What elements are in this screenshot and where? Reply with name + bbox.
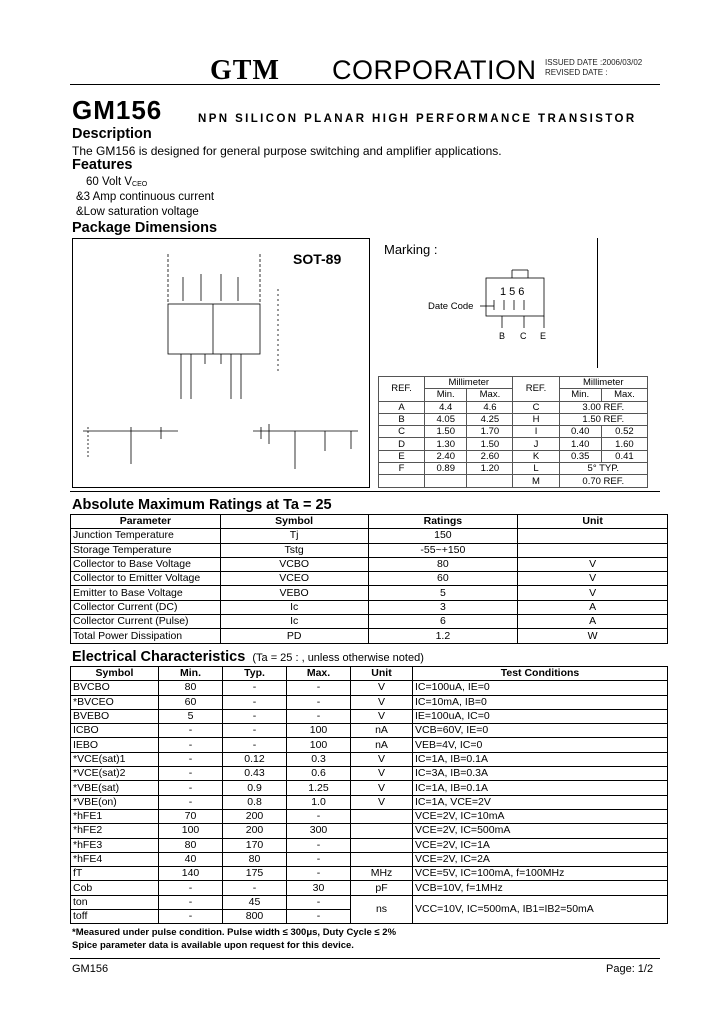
- amr-cell: Tstg: [220, 543, 368, 557]
- amr-cell: Total Power Dissipation: [71, 629, 221, 643]
- dim-cell: 3.00 REF.: [559, 401, 647, 413]
- amr-header-ratings: Ratings: [368, 515, 518, 529]
- dim-cell: 5° TYP.: [559, 463, 647, 475]
- amr-cell: 3: [368, 600, 518, 614]
- ec-cell: [351, 852, 413, 866]
- feature-text: 60 Volt V: [86, 176, 133, 188]
- dim-cell: [467, 475, 513, 487]
- amr-row: [71, 543, 668, 557]
- marking-label: Marking :: [384, 242, 438, 257]
- ec-cell: IC=1A, VCE=2V: [413, 795, 668, 809]
- ec-cell: 40: [159, 852, 223, 866]
- ec-cell: -: [287, 910, 351, 924]
- feature-item-saturation: &Low saturation voltage: [76, 206, 199, 218]
- ec-cell: V: [351, 695, 413, 709]
- corporation-title: CORPORATION: [332, 55, 537, 85]
- amr-cell: Collector Current (Pulse): [71, 615, 221, 629]
- ec-cell: V: [351, 767, 413, 781]
- ec-cell: *VBE(on): [71, 795, 159, 809]
- ec-cell: [351, 824, 413, 838]
- dim-header-min: Min.: [425, 389, 467, 401]
- dim-cell: 0.70 REF.: [559, 475, 647, 487]
- ec-cell: VCE=2V, IC=1A: [413, 838, 668, 852]
- ec-cell: IEBO: [71, 738, 159, 752]
- description-heading: Description: [72, 126, 152, 142]
- amr-cell: Junction Temperature: [71, 529, 221, 543]
- ec-cell: 175: [223, 867, 287, 881]
- ec-cell: -: [223, 709, 287, 723]
- ec-cell: -: [287, 867, 351, 881]
- dim-cell: K: [513, 450, 559, 462]
- amr-cell: V: [518, 557, 668, 571]
- amr-header-symbol: Symbol: [220, 515, 368, 529]
- ec-cell: -: [159, 724, 223, 738]
- ec-cell: -: [159, 738, 223, 752]
- ec-row: [71, 752, 668, 766]
- dim-cell: 1.50: [425, 426, 467, 438]
- dim-row: [379, 463, 648, 475]
- ec-cell: -: [287, 809, 351, 823]
- amr-row: [71, 600, 668, 614]
- ec-cell: -: [287, 709, 351, 723]
- date-code-label: Date Code: [428, 301, 474, 312]
- ec-cell: *VCE(sat)2: [71, 767, 159, 781]
- ec-cell: -: [287, 681, 351, 695]
- dim-cell: 4.05: [425, 413, 467, 425]
- dim-cell: [379, 475, 425, 487]
- ec-cell: 140: [159, 867, 223, 881]
- ec-row: [71, 867, 668, 881]
- ec-cell: -: [223, 724, 287, 738]
- amr-cell: 60: [368, 572, 518, 586]
- ec-cell: ton: [71, 895, 159, 909]
- amr-row: [71, 586, 668, 600]
- ec-cell: BVCBO: [71, 681, 159, 695]
- footer-page: Page: 1/2: [606, 963, 654, 975]
- ec-cell: 0.3: [287, 752, 351, 766]
- ec-cell: -: [223, 681, 287, 695]
- ec-cell: 1.25: [287, 781, 351, 795]
- ec-cell: 800: [223, 910, 287, 924]
- revised-date: REVISED DATE :: [545, 68, 608, 77]
- pin-b-label: B: [499, 331, 506, 341]
- footer-divider: [70, 958, 660, 959]
- ec-condition: (Ta = 25 : , unless otherwise noted): [252, 652, 424, 664]
- dim-header-mm2: Millimeter: [559, 377, 647, 389]
- dim-cell: 1.20: [467, 463, 513, 475]
- amr-cell: 80: [368, 557, 518, 571]
- ec-cell: 0.12: [223, 752, 287, 766]
- dim-header-max2: Max.: [601, 389, 647, 401]
- pin-e-label: E: [540, 331, 547, 341]
- ec-cell: VCE=2V, IC=10mA: [413, 809, 668, 823]
- amr-row: [71, 572, 668, 586]
- amr-cell: Emitter to Base Voltage: [71, 586, 221, 600]
- pulse-note: *Measured under pulse condition. Pulse width ≤ 300μs, Duty Cycle ≤ 2%: [72, 927, 397, 938]
- section-divider: [70, 491, 660, 492]
- ec-cell: IC=1A, IB=0.1A: [413, 752, 668, 766]
- amr-row: [71, 529, 668, 543]
- package-heading: Package Dimensions: [72, 220, 218, 236]
- ec-cell: ICBO: [71, 724, 159, 738]
- ec-cell: 0.9: [223, 781, 287, 795]
- features-heading: Features: [72, 157, 133, 173]
- ec-row: [71, 852, 668, 866]
- dim-cell: H: [513, 413, 559, 425]
- amr-cell: 6: [368, 615, 518, 629]
- amr-cell: Storage Temperature: [71, 543, 221, 557]
- ec-header-max: Max.: [287, 667, 351, 681]
- ec-row: [71, 781, 668, 795]
- ec-cell: V: [351, 709, 413, 723]
- dim-cell: 2.40: [425, 450, 467, 462]
- description-text: The GM156 is designed for general purpose switching and amplifier applications.: [72, 144, 502, 158]
- ec-cell: 70: [159, 809, 223, 823]
- ec-row: [71, 809, 668, 823]
- footer-model: GM156: [72, 963, 109, 975]
- ec-cell: *BVCEO: [71, 695, 159, 709]
- company-logo: GTM: [210, 55, 280, 86]
- amr-cell: Ic: [220, 600, 368, 614]
- dim-header-min2: Min.: [559, 389, 601, 401]
- dim-cell: L: [513, 463, 559, 475]
- ec-cell: pF: [351, 881, 413, 895]
- ec-heading-row: [72, 649, 424, 665]
- ec-cell: V: [351, 795, 413, 809]
- ec-cell: *VBE(sat): [71, 781, 159, 795]
- ec-cell: MHz: [351, 867, 413, 881]
- dim-cell: 1.70: [467, 426, 513, 438]
- ec-row: [71, 795, 668, 809]
- ec-cell: [351, 838, 413, 852]
- ec-cell: -: [159, 767, 223, 781]
- amr-cell: A: [518, 615, 668, 629]
- dim-cell: B: [379, 413, 425, 425]
- ec-cell: -: [287, 852, 351, 866]
- ec-cell: Cob: [71, 881, 159, 895]
- sot-label: SOT-89: [293, 251, 342, 267]
- ec-cell: 200: [223, 824, 287, 838]
- ec-cell: 80: [223, 852, 287, 866]
- amr-row: [71, 557, 668, 571]
- amr-cell: [518, 529, 668, 543]
- ec-cell: -: [287, 895, 351, 909]
- amr-cell: V: [518, 586, 668, 600]
- header-divider: [70, 84, 660, 85]
- ec-cell: 200: [223, 809, 287, 823]
- ec-cell: 5: [159, 709, 223, 723]
- ec-cell: -: [223, 695, 287, 709]
- amr-cell: -55~+150: [368, 543, 518, 557]
- ec-cell: 0.6: [287, 767, 351, 781]
- dim-header-ref2: REF.: [513, 377, 559, 402]
- ec-cell: 100: [287, 738, 351, 752]
- amr-cell: Ic: [220, 615, 368, 629]
- ec-cell: toff: [71, 910, 159, 924]
- ec-cell: -: [287, 838, 351, 852]
- dim-row: [379, 426, 648, 438]
- dim-cell: 1.50 REF.: [559, 413, 647, 425]
- dim-cell: 1.30: [425, 438, 467, 450]
- dim-cell: A: [379, 401, 425, 413]
- ec-cell: IC=10mA, IB=0: [413, 695, 668, 709]
- model-number: GM156: [72, 95, 163, 125]
- ec-header-unit: Unit: [351, 667, 413, 681]
- amr-cell: V: [518, 572, 668, 586]
- ec-header-conditions: Test Conditions: [413, 667, 668, 681]
- dim-header-max: Max.: [467, 389, 513, 401]
- ec-cell: -: [159, 881, 223, 895]
- amr-heading: Absolute Maximum Ratings at Ta = 25: [72, 497, 332, 513]
- dim-row: [379, 450, 648, 462]
- ec-cell: 80: [159, 838, 223, 852]
- ec-cell: *hFE1: [71, 809, 159, 823]
- ec-cell: *hFE2: [71, 824, 159, 838]
- amr-row: [71, 629, 668, 643]
- ec-row: [71, 681, 668, 695]
- ec-cell: 60: [159, 695, 223, 709]
- dim-cell: [425, 475, 467, 487]
- dim-row: [379, 438, 648, 450]
- dim-cell: C: [379, 426, 425, 438]
- ec-cell: -: [159, 795, 223, 809]
- ec-row: [71, 895, 668, 909]
- dim-row: [379, 475, 648, 487]
- ec-cell: IE=100uA, IC=0: [413, 709, 668, 723]
- ec-cell: -: [223, 738, 287, 752]
- ec-cell: 0.43: [223, 767, 287, 781]
- amr-cell: VEBO: [220, 586, 368, 600]
- dim-cell: J: [513, 438, 559, 450]
- dim-row: [379, 413, 648, 425]
- ec-row: [71, 824, 668, 838]
- ec-cell: 0.8: [223, 795, 287, 809]
- ec-cell: -: [287, 695, 351, 709]
- amr-cell: VCBO: [220, 557, 368, 571]
- amr-cell: W: [518, 629, 668, 643]
- ec-cell: 100: [159, 824, 223, 838]
- ec-cell: 30: [287, 881, 351, 895]
- amr-cell: Collector to Emitter Voltage: [71, 572, 221, 586]
- dim-cell: F: [379, 463, 425, 475]
- ec-cell: VCB=10V, f=1MHz: [413, 881, 668, 895]
- dim-row: [379, 401, 648, 413]
- ec-cell: 45: [223, 895, 287, 909]
- dim-cell: 0.40: [559, 426, 601, 438]
- dim-cell: 1.50: [467, 438, 513, 450]
- dim-cell: 0.89: [425, 463, 467, 475]
- ec-row: [71, 881, 668, 895]
- amr-cell: Tj: [220, 529, 368, 543]
- ec-cell: *VCE(sat)1: [71, 752, 159, 766]
- ec-row: [71, 738, 668, 752]
- package-drawing-box: [72, 238, 370, 488]
- ec-cell: 100: [287, 724, 351, 738]
- dim-cell: 0.41: [601, 450, 647, 462]
- ec-header-symbol: Symbol: [71, 667, 159, 681]
- amr-cell: 150: [368, 529, 518, 543]
- ec-cell: IC=100uA, IE=0: [413, 681, 668, 695]
- dim-cell: D: [379, 438, 425, 450]
- ec-row: [71, 724, 668, 738]
- ec-cell: BVEBO: [71, 709, 159, 723]
- ec-cell: V: [351, 752, 413, 766]
- ec-cell: -: [159, 895, 223, 909]
- dim-cell: 4.4: [425, 401, 467, 413]
- amr-row: [71, 615, 668, 629]
- ec-cell: fT: [71, 867, 159, 881]
- dim-cell: 2.60: [467, 450, 513, 462]
- amr-cell: VCEO: [220, 572, 368, 586]
- ec-row: [71, 838, 668, 852]
- ec-cell: 80: [159, 681, 223, 695]
- dim-cell: 0.52: [601, 426, 647, 438]
- dimension-table: [378, 376, 648, 488]
- pin-c-label: C: [520, 331, 527, 341]
- ec-cell: VCE=2V, IC=500mA: [413, 824, 668, 838]
- ec-heading: Electrical Characteristics: [72, 649, 246, 665]
- ec-cell: [351, 809, 413, 823]
- amr-cell: Collector Current (DC): [71, 600, 221, 614]
- ec-cell: V: [351, 781, 413, 795]
- amr-cell: 5: [368, 586, 518, 600]
- amr-header-unit: Unit: [518, 515, 668, 529]
- dim-header-mm: Millimeter: [425, 377, 513, 389]
- dim-cell: 1.40: [559, 438, 601, 450]
- ec-row: [71, 695, 668, 709]
- marking-box: [378, 238, 598, 368]
- ec-cell: 300: [287, 824, 351, 838]
- amr-cell: Collector to Base Voltage: [71, 557, 221, 571]
- amr-header-parameter: Parameter: [71, 515, 221, 529]
- amr-table: [70, 514, 668, 644]
- ec-cell: -: [159, 910, 223, 924]
- dim-cell: I: [513, 426, 559, 438]
- marking-drawing: [378, 238, 598, 348]
- amr-cell: PD: [220, 629, 368, 643]
- ec-header-typ: Typ.: [223, 667, 287, 681]
- ec-cell: VCE=2V, IC=2A: [413, 852, 668, 866]
- ec-cell: VCB=60V, IE=0: [413, 724, 668, 738]
- device-subtitle: NPN SILICON PLANAR HIGH PERFORMANCE TRANSISTOR: [198, 113, 637, 125]
- ec-cell: *hFE4: [71, 852, 159, 866]
- spice-note: Spice parameter data is available upon request for this device.: [72, 940, 354, 951]
- ec-cell: VCC=10V, IC=500mA, IB1=IB2=50mA: [413, 895, 668, 924]
- package-outline-drawing: [73, 239, 369, 487]
- ec-cell: *hFE3: [71, 838, 159, 852]
- ec-cell: 170: [223, 838, 287, 852]
- ec-cell: IC=1A, IB=0.1A: [413, 781, 668, 795]
- issue-dates: [545, 58, 642, 78]
- feature-item-voltage: [86, 176, 147, 188]
- ec-table: [70, 666, 668, 924]
- feature-item-current: &3 Amp continuous current: [76, 191, 215, 203]
- ec-header-min: Min.: [159, 667, 223, 681]
- dim-cell: M: [513, 475, 559, 487]
- ec-cell: VCE=5V, IC=100mA, f=100MHz: [413, 867, 668, 881]
- ec-cell: 1.0: [287, 795, 351, 809]
- ec-cell: -: [223, 881, 287, 895]
- dim-cell: 4.25: [467, 413, 513, 425]
- ec-cell: ns: [351, 895, 413, 924]
- ec-cell: -: [159, 781, 223, 795]
- ec-row: [71, 709, 668, 723]
- dim-cell: 1.60: [601, 438, 647, 450]
- ec-cell: nA: [351, 724, 413, 738]
- feature-subscript: CEO: [132, 181, 148, 188]
- ec-row: [71, 767, 668, 781]
- amr-cell: A: [518, 600, 668, 614]
- ec-cell: VEB=4V, IC=0: [413, 738, 668, 752]
- dim-cell: 4.6: [467, 401, 513, 413]
- marking-text: 156: [500, 286, 528, 298]
- ec-cell: nA: [351, 738, 413, 752]
- amr-cell: 1.2: [368, 629, 518, 643]
- issued-date: ISSUED DATE :2006/03/02: [545, 58, 643, 67]
- dim-cell: E: [379, 450, 425, 462]
- amr-cell: [518, 543, 668, 557]
- ec-cell: V: [351, 681, 413, 695]
- ec-cell: IC=3A, IB=0.3A: [413, 767, 668, 781]
- dim-cell: C: [513, 401, 559, 413]
- ec-cell: -: [159, 752, 223, 766]
- dim-header-ref: REF.: [379, 377, 425, 402]
- dim-cell: 0.35: [559, 450, 601, 462]
